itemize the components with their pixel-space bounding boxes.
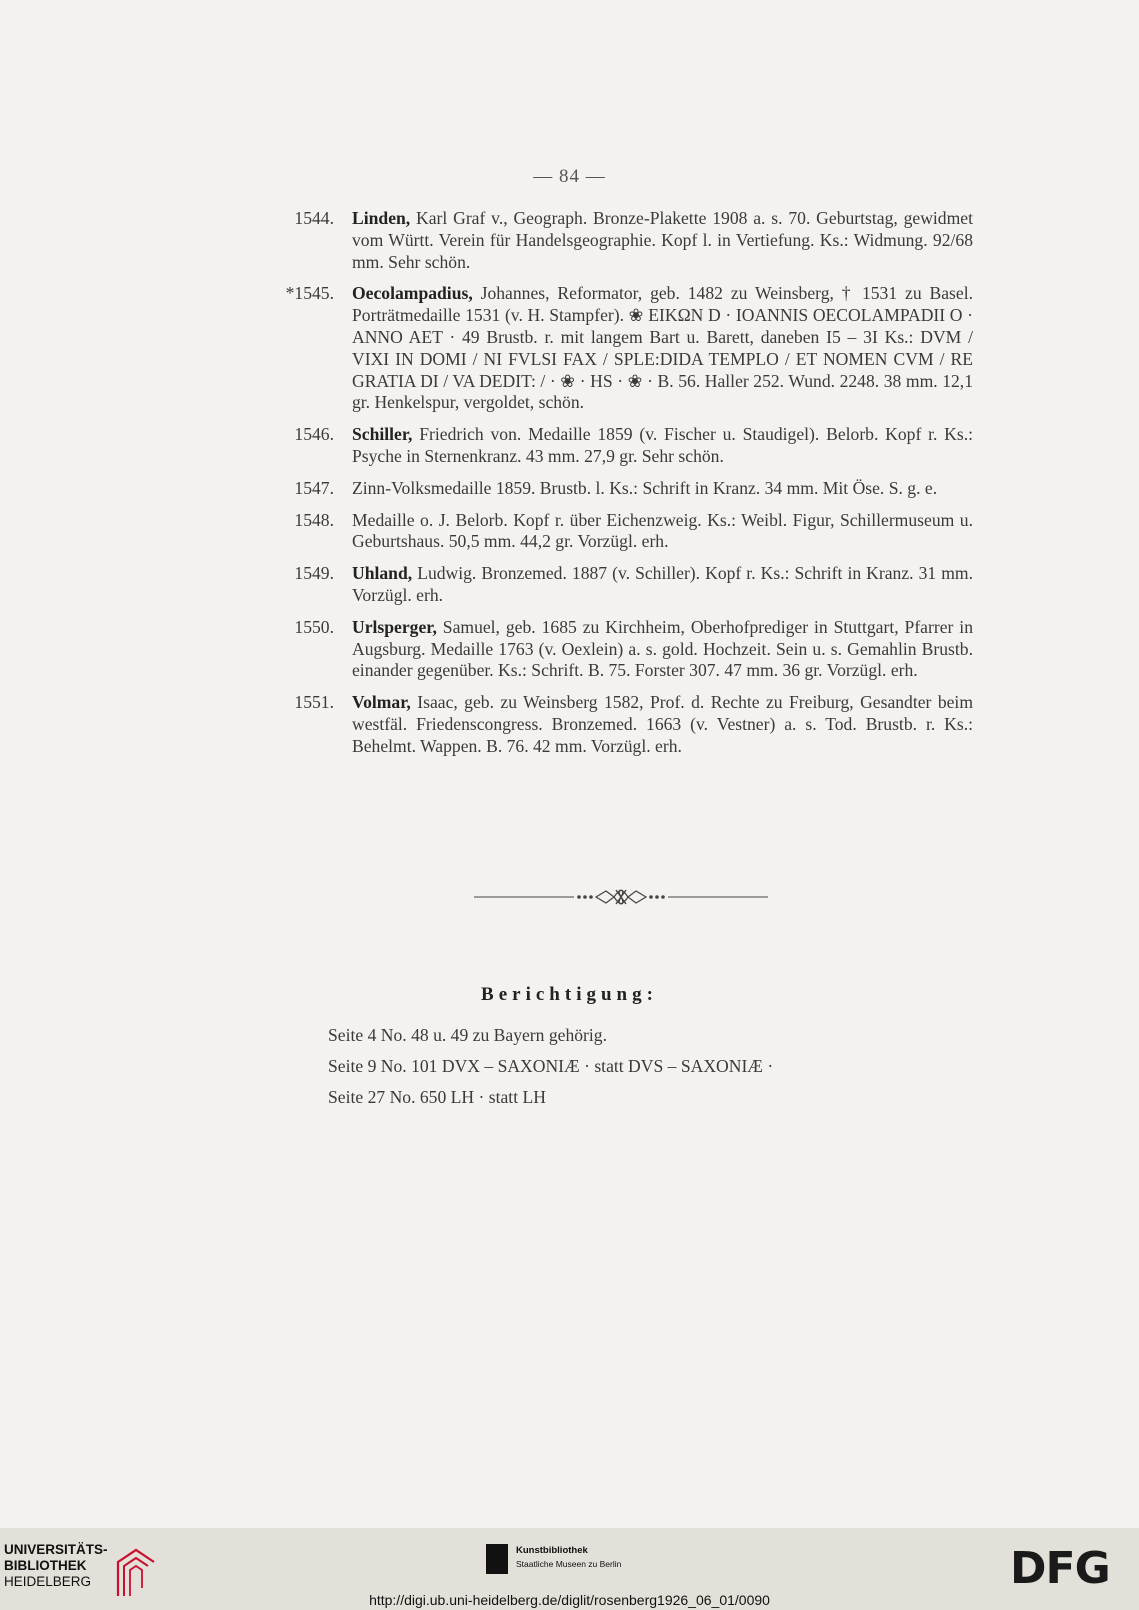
entry-text: Zinn-Volksmedaille 1859. Brustb. l. Ks.: Schrift in Kranz. 34 mm. Mit Öse. S. g. e. (352, 477, 938, 498)
catalog-entry (268, 510, 973, 554)
catalog-entry (268, 617, 973, 682)
entry-name: Urlsperger, (352, 616, 437, 637)
entry-text: Samuel, geb. 1685 zu Kirchheim, Oberhofprediger in Stuttgart, Pfarrer in Augsburg. Medaille 1763 (v. Oexlein) a. s. gold. Hochzeit. Sein u. s. Gemahlin Brustb. einander gegenüber. Ks.: Schrift. B. 75. Forster 307. 47 mm. 36 gr. Vorzügl. erh. (352, 616, 973, 681)
catalog-entry (268, 283, 973, 414)
kunstbibliothek-mark-icon (486, 1544, 508, 1574)
catalog-entry (268, 563, 973, 607)
kunstbibliothek-logo[interactable] (486, 1544, 666, 1586)
catalog-entries (268, 208, 973, 768)
library-emblem-icon (114, 1546, 160, 1598)
entry-number: 1547. (294, 477, 334, 498)
catalog-entry (268, 424, 973, 468)
entry-number: 1551. (294, 692, 334, 713)
entry-text: Karl Graf v., Geograph. Bronze-Plakette 1908 a. s. 70. Geburtstag, gewidmet vom Württ. Verein für Handelsgeographie. Kopf l. in Vertiefung. Ks.: Widmung. 92/68 mm. Sehr schön. (352, 208, 973, 272)
catalog-entry (268, 692, 973, 757)
permalink-url[interactable]: http://digi.ub.uni-heidelberg.de/diglit/rosenberg1926_06_01/0090 (369, 1592, 770, 1608)
entry-name: Oecolampadius, (352, 283, 473, 304)
correction-line: Seite 4 No. 48 u. 49 zu Bayern gehörig. (328, 1025, 608, 1045)
entry-number: 1548. (294, 509, 334, 530)
entry-number: 1549. (294, 563, 334, 584)
correction-line: Seite 9 No. 101 DVX – SAXONIÆ · statt DVS – SAXONIÆ · (328, 1056, 774, 1076)
footer-bar (0, 1528, 1139, 1610)
entry-text: Ludwig. Bronzemed. 1887 (v. Schiller). Kopf r. Ks.: Schrift in Kranz. 31 mm. Vorzügl. erh. (352, 563, 973, 605)
uni-logo-line2: BIBLIOTHEK (4, 1558, 87, 1573)
catalog-entry (268, 478, 973, 500)
entry-name: Volmar, (352, 692, 411, 713)
kb-logo-line1: Kunstbibliothek (516, 1545, 588, 1556)
catalog-entry (268, 208, 973, 273)
entry-text: Isaac, geb. zu Weinsberg 1582, Prof. d. Rechte zu Freiburg, Gesandter beim westfäl. Friedenscongress. Bronzemed. 1663 (v. Vestner) a. s. Tod. Brustb. r. Ks.: Behelmt. Wappen. B. 76. 42 mm. Vorzügl. erh. (352, 692, 973, 756)
entry-text: Friedrich von. Medaille 1859 (v. Fischer u. Staudigel). Belorb. Kopf r. Ks.: Psyche in Sternenkranz. 43 mm. 27,9 gr. Sehr schön. (352, 424, 973, 466)
corrections-list (328, 1020, 968, 1113)
correction-line: Seite 27 No. 650 LH · statt LH (328, 1087, 546, 1107)
entry-name: Schiller, (352, 424, 413, 445)
entry-name: Uhland, (352, 563, 413, 584)
uni-logo-line1: UNIVERSITÄTS- (4, 1542, 108, 1557)
ornament-divider-icon (474, 886, 768, 908)
entry-number: 1544. (294, 208, 334, 228)
entry-number: 1546. (294, 424, 334, 445)
dfg-logo[interactable]: DFG (1010, 1543, 1110, 1594)
kb-logo-line2: Staatliche Museen zu Berlin (516, 1559, 622, 1569)
entry-number: *1545. (285, 283, 334, 304)
corrections-title: Berichtigung: (481, 984, 658, 1005)
entry-text: Johannes, Reformator, geb. 1482 zu Weinsberg, † 1531 zu Basel. Porträtmedaille 1531 (v. H. Stampfer). ❀ EIKΩN D · IOANNIS OECOLAMPADII O · ANNO AET · 49 Brustb. r. mit langem Bart u. Barett, daneben I5 – 3I Ks.: DVM / VIXI IN DOMI / NI FVLSI FAX / SPLE:DIDA TEMPLO / ET NOMEN CVM / RE GRATIA DI / VA DEDIT: / · ❀ · HS · ❀ · B. 56. Haller 252. Wund. 2248. 38 mm. 12,1 gr. Henkelspur, vergoldet, schön. (352, 283, 973, 413)
entry-name: Linden, (352, 208, 411, 228)
entry-text: Medaille o. J. Belorb. Kopf r. über Eichenzweig. Ks.: Weibl. Figur, Schillermuseum u. Geburtshaus. 50,5 mm. 44,2 gr. Vorzügl. erh. (352, 509, 973, 552)
page-number: — 84 — (533, 166, 606, 187)
entry-number: 1550. (294, 616, 334, 637)
uni-logo-line3: HEIDELBERG (4, 1574, 92, 1589)
